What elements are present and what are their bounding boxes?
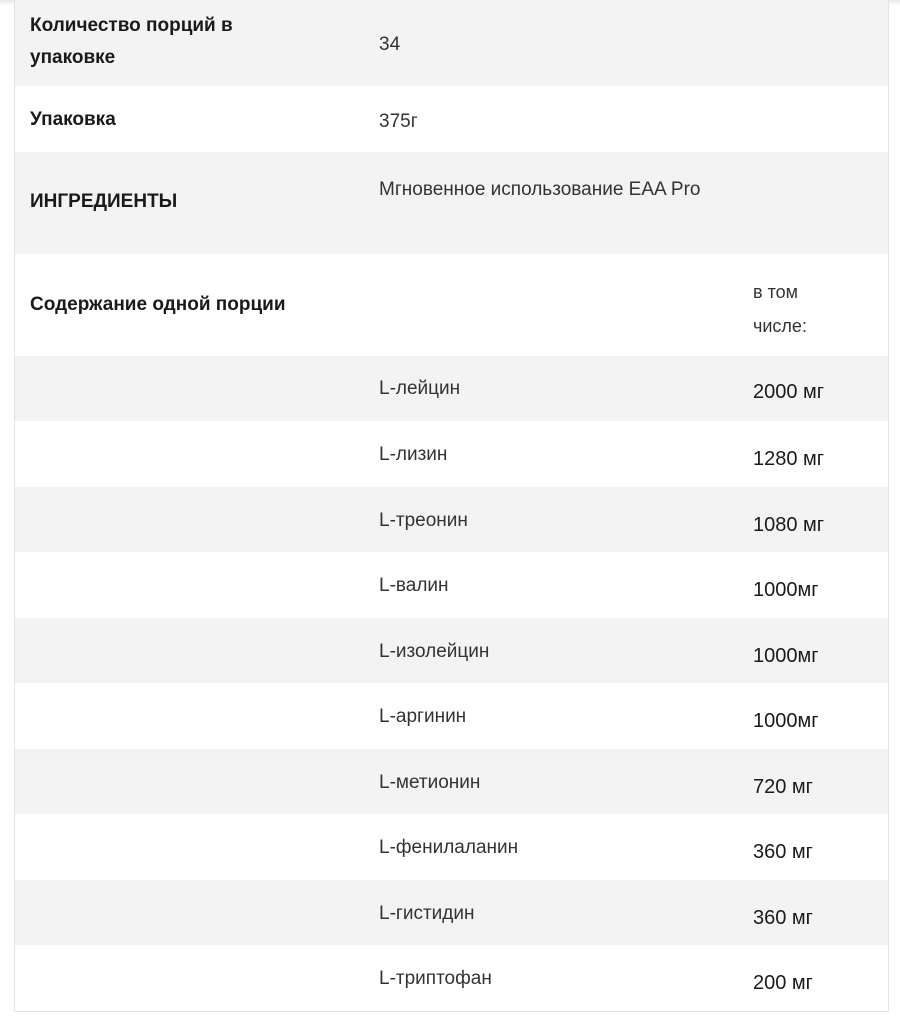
ingredient-row xyxy=(15,618,888,683)
table-row-servings xyxy=(15,0,888,86)
ingredient-amount: 720 мг xyxy=(753,776,813,798)
ingredient-row xyxy=(15,945,888,1012)
ingredients-value: Мгновенное использование EAA Pro xyxy=(379,179,701,200)
ingredient-row xyxy=(15,683,888,749)
ingredients-label: ИНГРЕДИЕНТЫ xyxy=(30,191,178,212)
ingredient-amount: 1000мг xyxy=(753,579,819,601)
ingredient-name: L-валин xyxy=(379,575,449,596)
table-row-ingredients xyxy=(15,152,888,254)
ingredient-name: L-изолейцин xyxy=(379,641,490,662)
ingredient-row xyxy=(15,749,888,814)
servings-label: Количество порций в упаковке xyxy=(30,15,233,68)
ingredient-row xyxy=(15,814,888,880)
ingredient-amount: 360 мг xyxy=(753,907,813,929)
serving-label: Содержание одной порции xyxy=(30,294,286,315)
ingredient-name: L-фенилаланин xyxy=(379,837,519,858)
ingredient-name: L-аргинин xyxy=(379,706,467,727)
ingredient-name: L-лейцин xyxy=(379,378,461,399)
table-row-package xyxy=(15,86,888,152)
table-row-serving-header xyxy=(15,254,888,356)
package-label: Упаковка xyxy=(30,109,116,130)
ingredient-amount: 2000 мг xyxy=(753,381,825,403)
package-value: 375г xyxy=(379,111,418,132)
serving-note: в том числе: xyxy=(753,282,807,336)
ingredient-amount: 200 мг xyxy=(753,972,813,994)
ingredient-name: L-триптофан xyxy=(379,968,492,989)
ingredient-amount: 1000мг xyxy=(753,710,819,732)
servings-value: 34 xyxy=(379,34,401,55)
ingredient-name: L-метионин xyxy=(379,772,481,793)
nutrition-table xyxy=(14,0,889,1012)
ingredient-amount: 1280 мг xyxy=(753,448,825,470)
ingredient-amount: 1000мг xyxy=(753,645,819,667)
ingredient-amount: 1080 мг xyxy=(753,514,825,536)
ingredient-amount: 360 мг xyxy=(753,841,813,863)
ingredient-row xyxy=(15,356,888,421)
ingredient-name: L-гистидин xyxy=(379,903,475,924)
ingredient-row xyxy=(15,552,888,618)
ingredient-row xyxy=(15,421,888,487)
ingredient-row xyxy=(15,487,888,552)
ingredient-name: L-лизин xyxy=(379,444,448,465)
ingredient-name: L-треонин xyxy=(379,510,468,531)
ingredient-row xyxy=(15,880,888,945)
